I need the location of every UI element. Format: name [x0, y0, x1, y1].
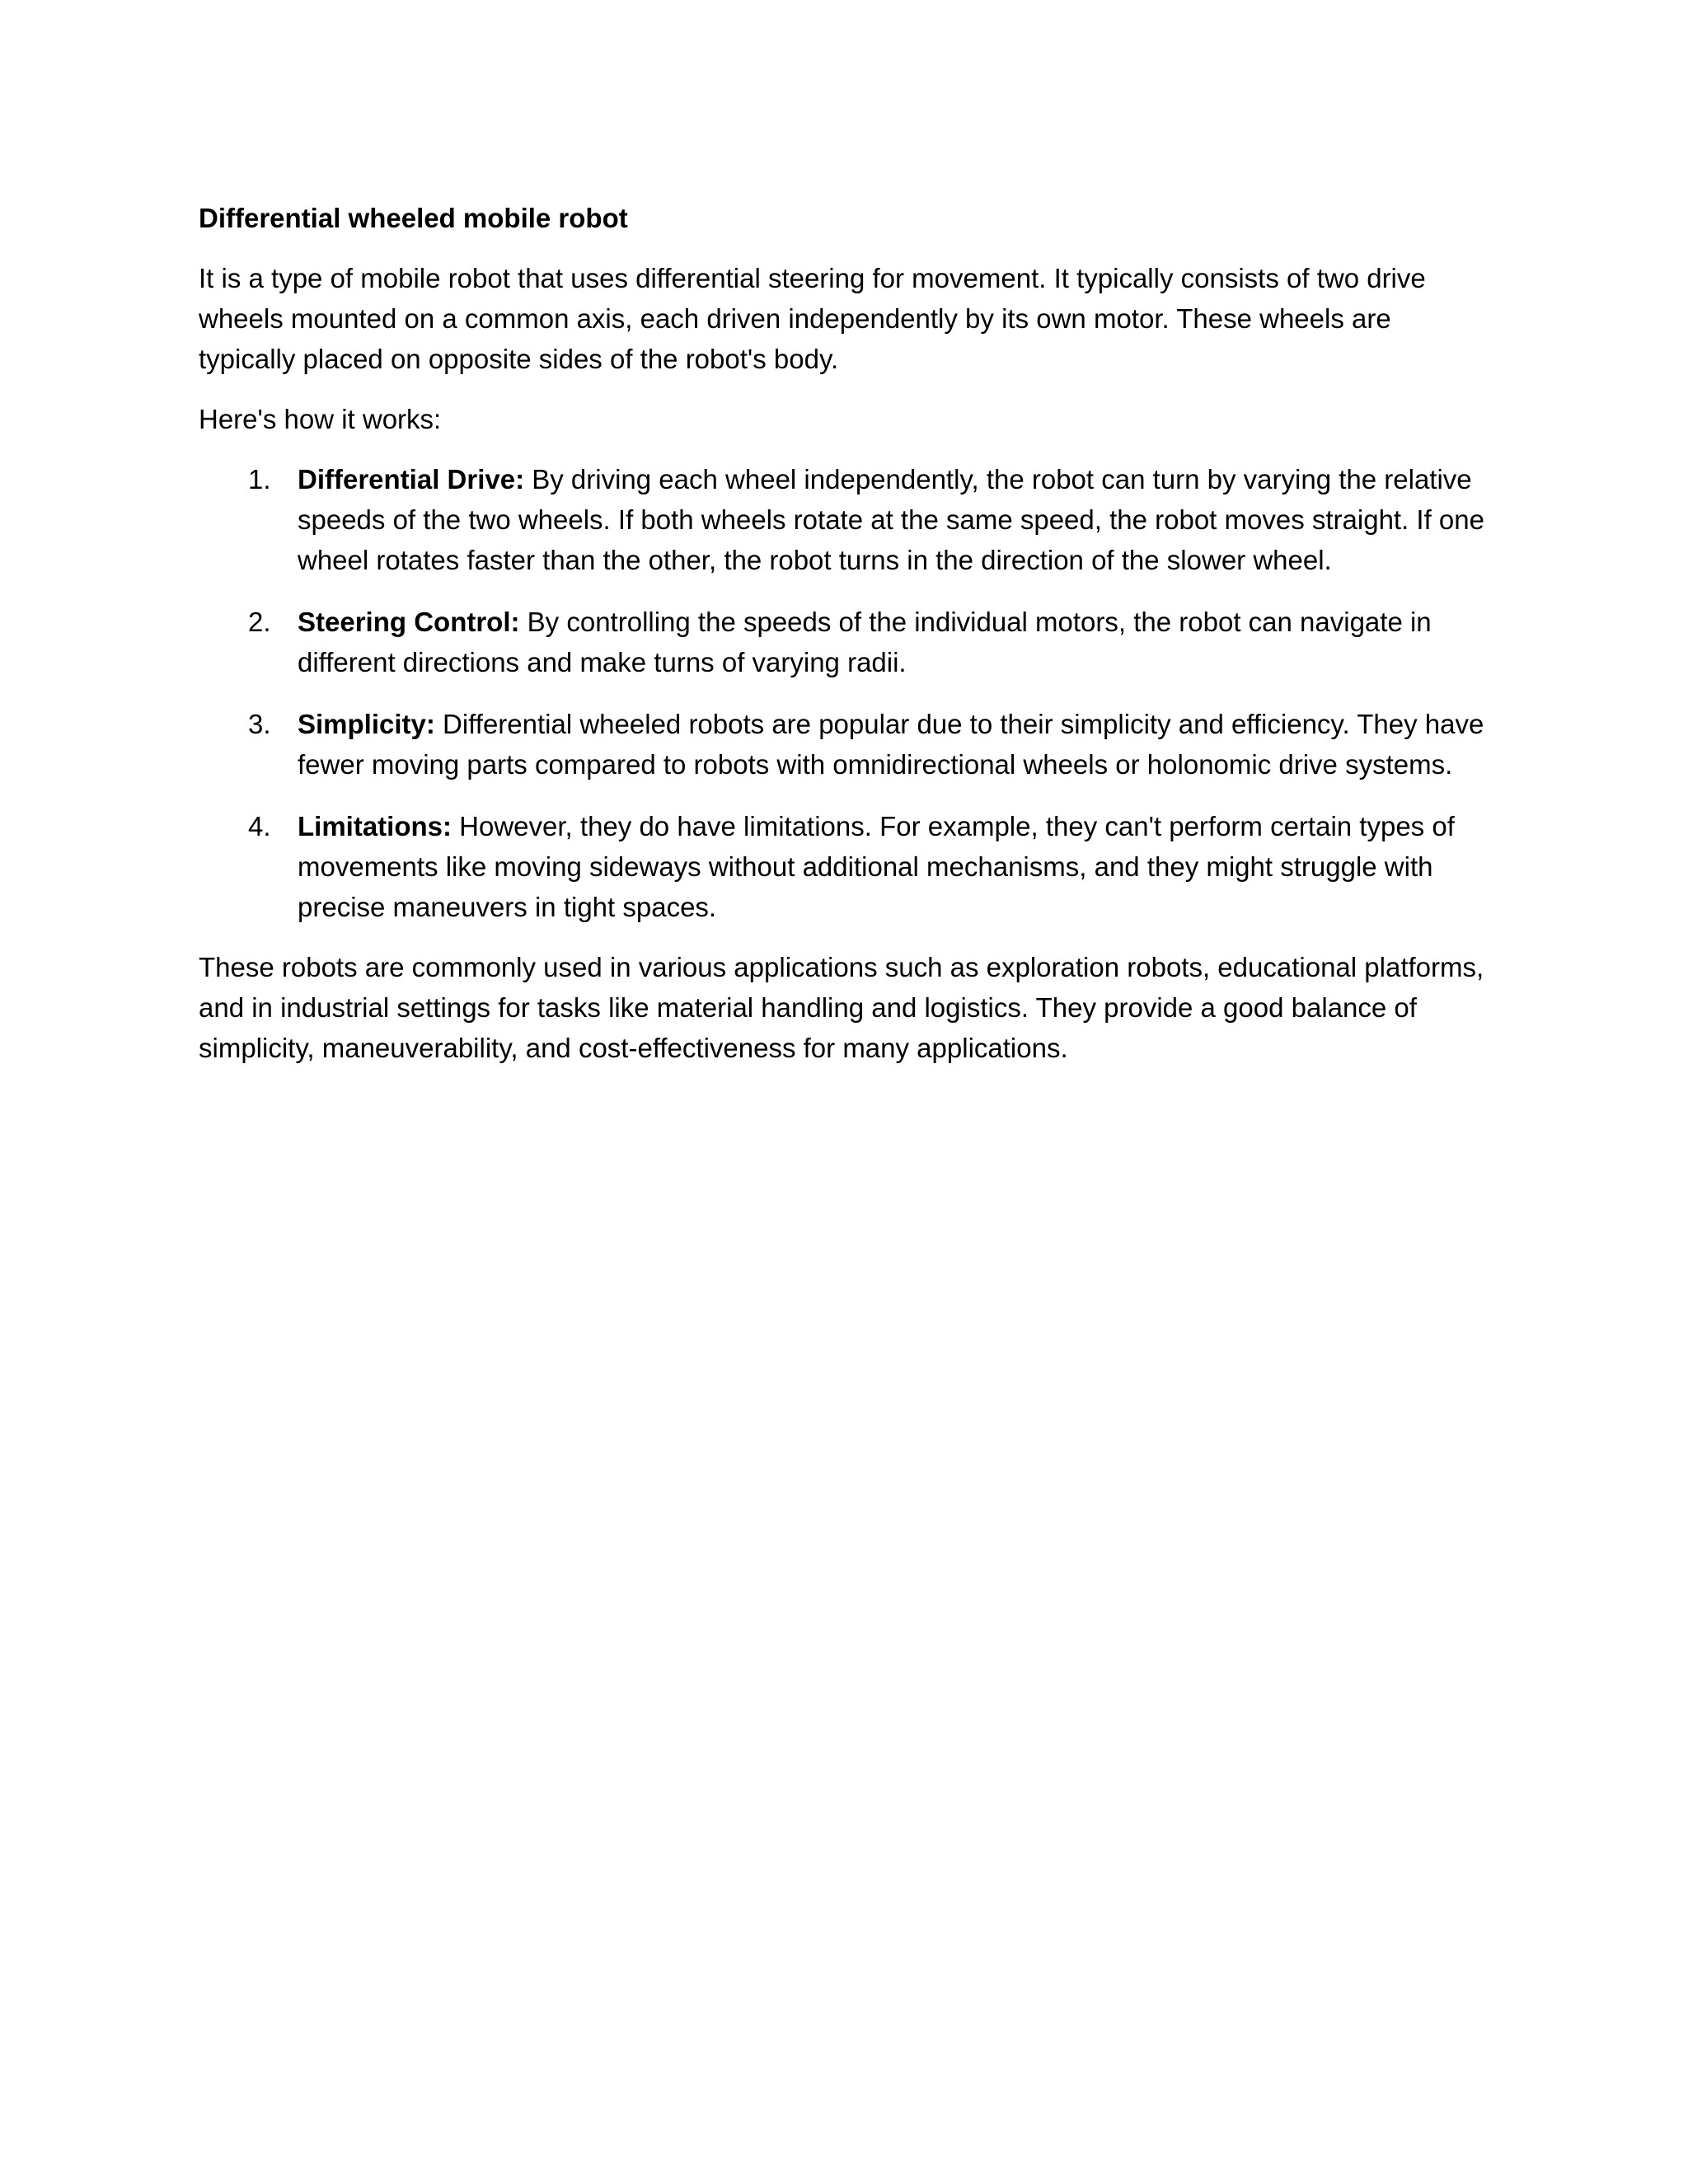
- intro-paragraph: It is a type of mobile robot that uses differential steering for movement. It typically consists of two drive wheels mounted on a common axis, each driven independently by its own motor. These wheels are typically placed on opposite sides of the robot's body.: [199, 263, 1426, 374]
- list-item: [199, 704, 1493, 785]
- list-number: 1.: [248, 464, 271, 494]
- list-term: Limitations:: [298, 811, 452, 841]
- list-term: Simplicity:: [298, 709, 435, 739]
- list-number: 3.: [248, 709, 271, 739]
- document-title: Differential wheeled mobile robot: [199, 203, 628, 233]
- list-term: Steering Control:: [298, 607, 520, 637]
- list-text: By controlling the speeds of the individual motors, the robot can navigate in different directions and make turns of varying radii.: [298, 607, 1432, 677]
- list-text: Differential wheeled robots are popular due to their simplicity and efficiency. They have fewer moving parts compared to robots with omnidirectional wheels or holonomic drive systems.: [298, 709, 1484, 780]
- list-text: By driving each wheel independently, the robot can turn by varying the relative speeds of the two wheels. If both wheels rotate at the same speed, the robot moves straight. If one wheel rotates faster than the other, the robot turns in the direction of the slower wheel.: [298, 464, 1484, 575]
- list-text: However, they do have limitations. For example, they can't perform certain types of movements like moving sideways without additional mechanisms, and they might struggle with precise maneuvers in tight spaces.: [298, 811, 1455, 922]
- list-term: Differential Drive:: [298, 464, 525, 494]
- list-item: [199, 459, 1493, 580]
- list-number: 4.: [248, 811, 271, 841]
- list-number: 2.: [248, 607, 271, 637]
- document-body: [199, 198, 1493, 1088]
- numbered-list: [199, 459, 1493, 927]
- list-item: [199, 602, 1493, 682]
- conclusion-paragraph: These robots are commonly used in various applications such as exploration robots, educational platforms, and in industrial settings for tasks like material handling and logistics. They provide a good balance of simplicity, maneuverability, and cost-effectiveness for many applications.: [199, 952, 1484, 1063]
- how-it-works-paragraph: Here's how it works:: [199, 404, 442, 434]
- list-item: [199, 806, 1493, 927]
